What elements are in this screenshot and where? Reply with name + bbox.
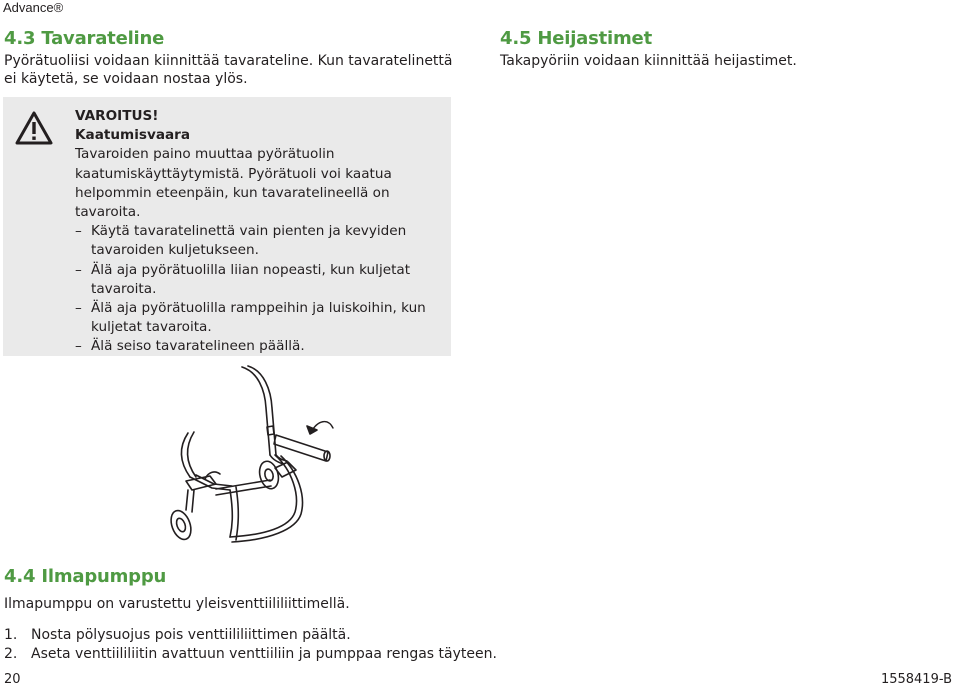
section-tavarateline [4,28,464,88]
warning-subtitle: Kaatumisvaara [75,127,191,144]
section-text: Pyörätuoliisi voidaan kiinnittää tavarateline. Kun tavaratelinettä ei käytetä, se voidaan nostaa ylös. [4,53,453,87]
section-ilmapumppu [4,566,704,664]
step-text: Aseta venttiililiitin avattuun venttiiliin ja pumppaa rengas täyteen. [31,646,497,662]
step-text: Nosta pölysuojus pois venttiililiittimen päältä. [31,627,351,643]
step-number: 2. [4,646,18,662]
document-id: 1558419-B [880,672,952,687]
section-text: Takapyöriin voidaan kiinnittää heijastimet. [500,53,797,69]
page-number: 20 [4,672,21,687]
section-heijastimet [500,28,940,70]
warning-text: Tavaroiden paino muuttaa pyörätuolin kaatumiskäyttäytymistä. Pyörätuoli voi kaatua helpommin eteenpäin, kun tavaratelineellä on tavaroita. [75,146,392,221]
warning-bullet: – Älä seiso tavaratelineen päällä. [75,337,445,356]
section-text: Ilmapumppu on varustettu yleisventtiililiittimellä. [4,596,350,612]
warning-bullet: – Käytä tavaratelinettä vain pienten ja kevyiden tavaroiden kuljetukseen. [75,222,445,260]
step-number: 1. [4,627,18,643]
warning-content [75,107,445,357]
list-item [4,645,704,664]
luggage-rack-illustration [150,360,340,555]
section-heading: 4.4 Ilmapumppu [4,566,167,587]
warning-bullet: – Älä aja pyörätuolilla liian nopeasti, kun kuljetat tavaroita. [75,261,445,299]
warning-triangle-icon [15,111,53,145]
warning-box [3,97,451,356]
warning-bullet: – Älä aja pyörätuolilla ramppeihin ja luiskoihin, kun kuljetat tavaroita. [75,299,445,337]
brand-name: Advance® [3,0,64,15]
warning-title: VAROITUS! [75,108,159,124]
section-heading: 4.3 Tavarateline [4,28,165,49]
list-item [4,626,704,645]
section-heading: 4.5 Heijastimet [500,28,652,49]
